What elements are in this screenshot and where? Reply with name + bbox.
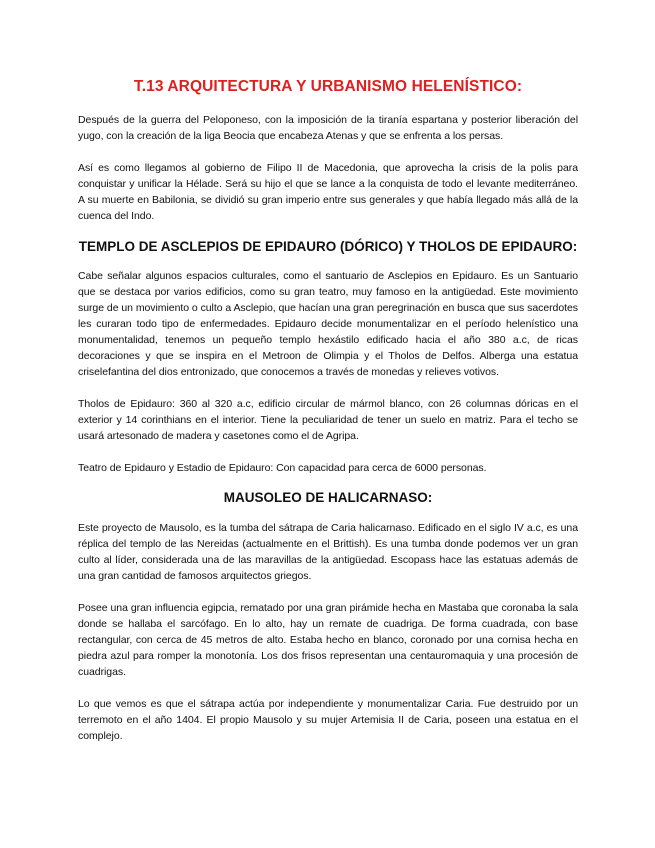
mausoleo-paragraph-3: Lo que vemos es que el sátrapa actúa por independiente y monumentalizar Caria. Fue destruido por un terremoto en el año 1404. El propio Mausolo y su mujer Artemisia II de Caria, poseen una estatua en el complejo. (78, 698, 578, 742)
mausoleo-paragraph-2: Posee una gran influencia egipcia, rematado por una gran pirámide hecha en Mastaba que coronaba la sala donde se hallaba el sarcófago. En lo alto, hay un remate de cuadriga. De forma cuadrada, con base rectangular, con cerca de 45 metros de alto. Estaba hecho en blanco, coronado por una cornisa hecha en piedra azul para romper la monotonía. Los dos frisos representan una centauromaquia y una procesión de cuadrigas. (78, 602, 578, 678)
templo-paragraph-1: Cabe señalar algunos espacios culturales, como el santuario de Asclepios en Epidauro. Es un Santuario que se destaca por varios edificios, como su gran teatro, muy famoso en la antigüedad. Este movimiento surge de un movimiento o culto a Asclepio, que hacían una gran peregrinación en busca que sus sacerdotes les curaran todo tipo de enfermedades. Epidauro decide monumentalizar en el período helenístico una monumentalidad, tenemos un pequeño templo hexástilo edificado hacia el año 380 a.c, de ricas decoraciones y que se inspira en el Metroon de Olimpia y el Tholos de Delfos. Alberga una estatua criselefantina del dios entronizado, que conocemos a través de monedas y relieves votivos. (78, 270, 578, 378)
section-heading-templo: TEMPLO DE ASCLEPIOS DE EPIDAURO (DÓRICO) Y THOLOS DE EPIDAURO: (78, 239, 578, 254)
templo-paragraph-2: Tholos de Epidauro: 360 al 320 a.c, edificio circular de mármol blanco, con 26 columnas dóricas en el exterior y 14 corinthians en el interior. Tiene la peculiaridad de tener un suelo en matriz. Para el techo se usará artesonado de madera y casetones como el de Agripa. (78, 398, 578, 442)
mausoleo-paragraph-1: Este proyecto de Mausolo, es la tumba del sátrapa de Caria halicarnaso. Edificado en el siglo IV a.c, es una réplica del templo de las Nereidas (actualmente en el Brittish). Es una tumba donde podemos ver un gran culto al líder, considerada una de las maravillas de la antigüedad. Escopass hace las estatuas además de una gran cantidad de famosos arquitectos griegos. (78, 522, 578, 582)
templo-paragraph-3: Teatro de Epidauro y Estadio de Epidauro: Con capacidad para cerca de 6000 personas. (78, 462, 487, 474)
intro-paragraph-1: Después de la guerra del Peloponeso, con la imposición de la tiranía espartana y posterior liberación del yugo, con la creación de la liga Beocia que encabeza Atenas y que se enfrenta a los persas. (78, 114, 578, 142)
document-content (78, 78, 578, 744)
section-heading-mausoleo: MAUSOLEO DE HALICARNASO: (223, 490, 433, 505)
intro-paragraph-2: Así es como llegamos al gobierno de Filipo II de Macedonia, que aprovecha la crisis de la polis para conquistar y unificar la Hélade. Será su hijo el que se lance a la conquista de todo el levante mediterráneo. A su muerte en Babilonia, se dividió su gran imperio entre sus generales y que había llegado más allá de la cuenca del Indo. (78, 162, 578, 222)
document-title: T.13 ARQUITECTURA Y URBANISMO HELENÍSTICO: (133, 78, 523, 95)
